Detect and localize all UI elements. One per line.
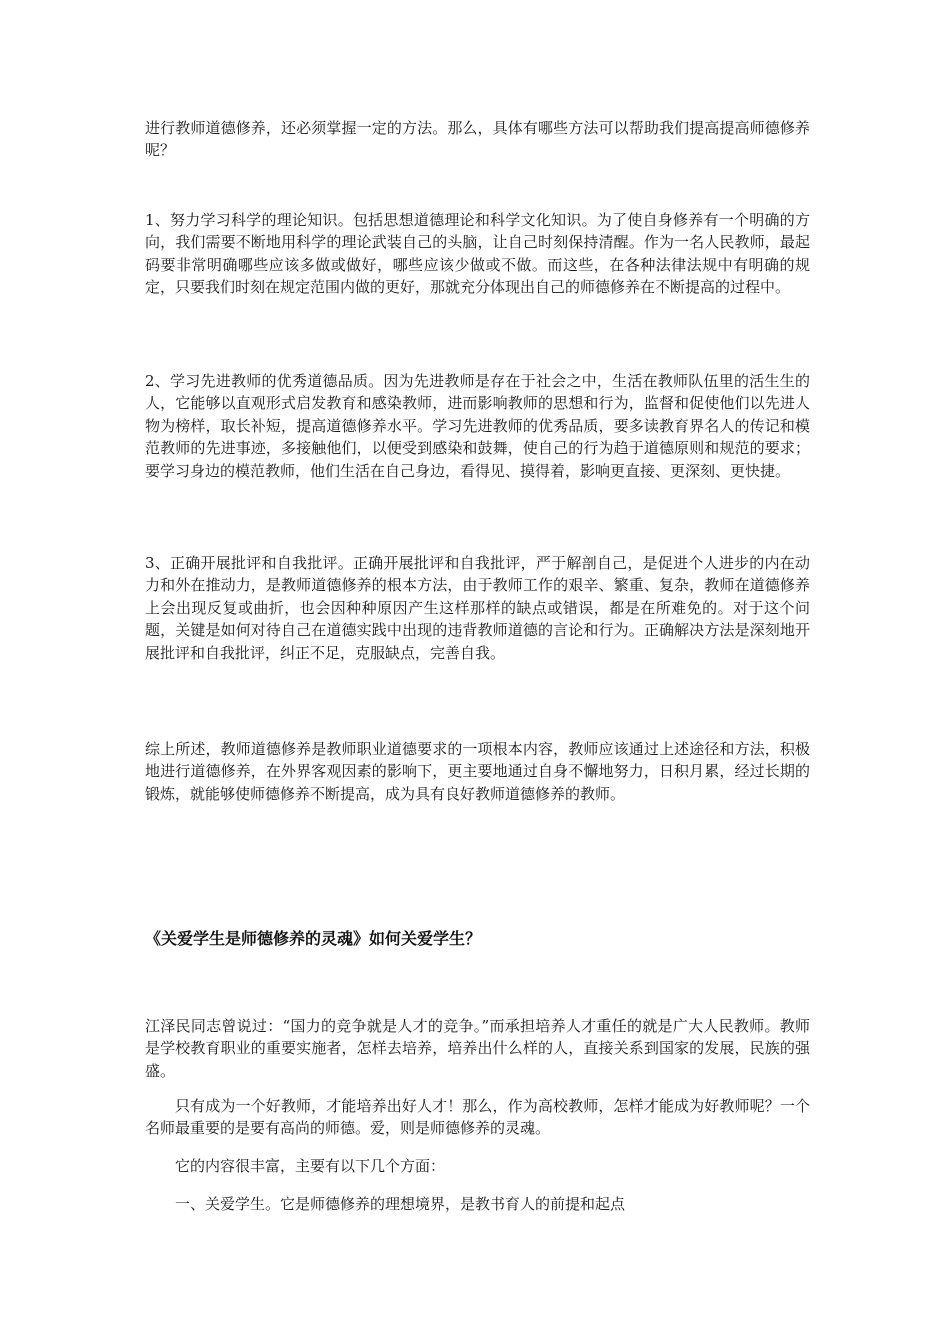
method-3-paragraph: 3、正确开展批评和自我批评。正确开展批评和自我批评，严于解剖自己，是促进个人进步的内在动力和外在推动力，是教师道德修养的根本方法，由于教师工作的艰辛、繁重、复杂，教师在道德修养上会出现反复或曲折，也会因种种原因产生这样那样的缺点或错误，都是在所难免的。对于这个问题，关键是如何对待自己在道德实践中出现的违背教师道德的言论和行为。正确解决方法是深刻地开展批评和自我批评，纠正不足，克服缺点，完善自我。 <box>145 554 810 662</box>
section-heading: 《关爱学生是师德修养的灵魂》如何关爱学生？ <box>145 929 482 948</box>
summary-paragraph: 综上所述，教师道德修养是教师职业道德要求的一项根本内容，教师应该通过上述途径和方法，积极地进行道德修养，在外界客观因素的影响下，更主要地通过自身不懈地努力，日积月累，经过长期的锻炼，就能够使师德修养不断提高，成为具有良好教师道德修养的教师。 <box>145 740 810 803</box>
content-intro-paragraph: 它的内容很丰富，主要有以下几个方面： <box>175 1157 446 1175</box>
teacher-paragraph: 只有成为一个好教师，才能培养出好人才！那么，作为高校教师，怎样才能成为好教师呢？一个名师最重要的是要有高尚的师德。爱，则是师德修养的灵魂。 <box>145 1097 810 1138</box>
intro-paragraph: 进行教师道德修养，还必须掌握一定的方法。那么，具体有哪些方法可以帮助我们提高提高师德修养呢？ <box>145 119 810 160</box>
method-1-paragraph: 1、努力学习科学的理论知识。包括思想道德理论和科学文化知识。为了使自身修养有一个明确的方向，我们需要不断地用科学的理论武装自己的头脑，让自己时刻保持清醒。作为一名人民教师，最起码要非常明确哪些应该多做或做好，哪些应该少做或不做。而这些，在各种法律法规中有明确的规定，只要我们时刻在规定范围内做的更好，那就充分体现出自己的师德修养在不断提高的过程中。 <box>145 211 810 297</box>
quote-paragraph: 江泽民同志曾说过：“国力的竞争就是人才的竞争。”而承担培养人才重任的就是广大人民教师。教师是学校教育职业的重要实施者，怎样去培养，培养出什么样的人，直接关系到国家的发展，民族的强盛。 <box>145 1017 810 1080</box>
method-2-paragraph: 2、学习先进教师的优秀道德品质。因为先进教师是存在于社会之中，生活在教师队伍里的活生生的人，它能够以直观形式启发教育和感染教师，进而影响教师的思想和行为，监督和促使他们以先进人物为榜样，取长补短，提高道德修养水平。学习先进教师的优秀品质，要多读教育界名人的传记和模范教师的先进事迹，多接触他们，以便受到感染和鼓舞，使自己的行为趋于道德原则和规范的要求；要学习身边的模范教师，他们生活在自己身边，看得见、摸得着，影响更直接、更深刻、更快捷。 <box>145 372 810 480</box>
point-1-paragraph: 一、关爱学生。它是师德修养的理想境界，是教书育人的前提和起点 <box>175 1195 626 1213</box>
